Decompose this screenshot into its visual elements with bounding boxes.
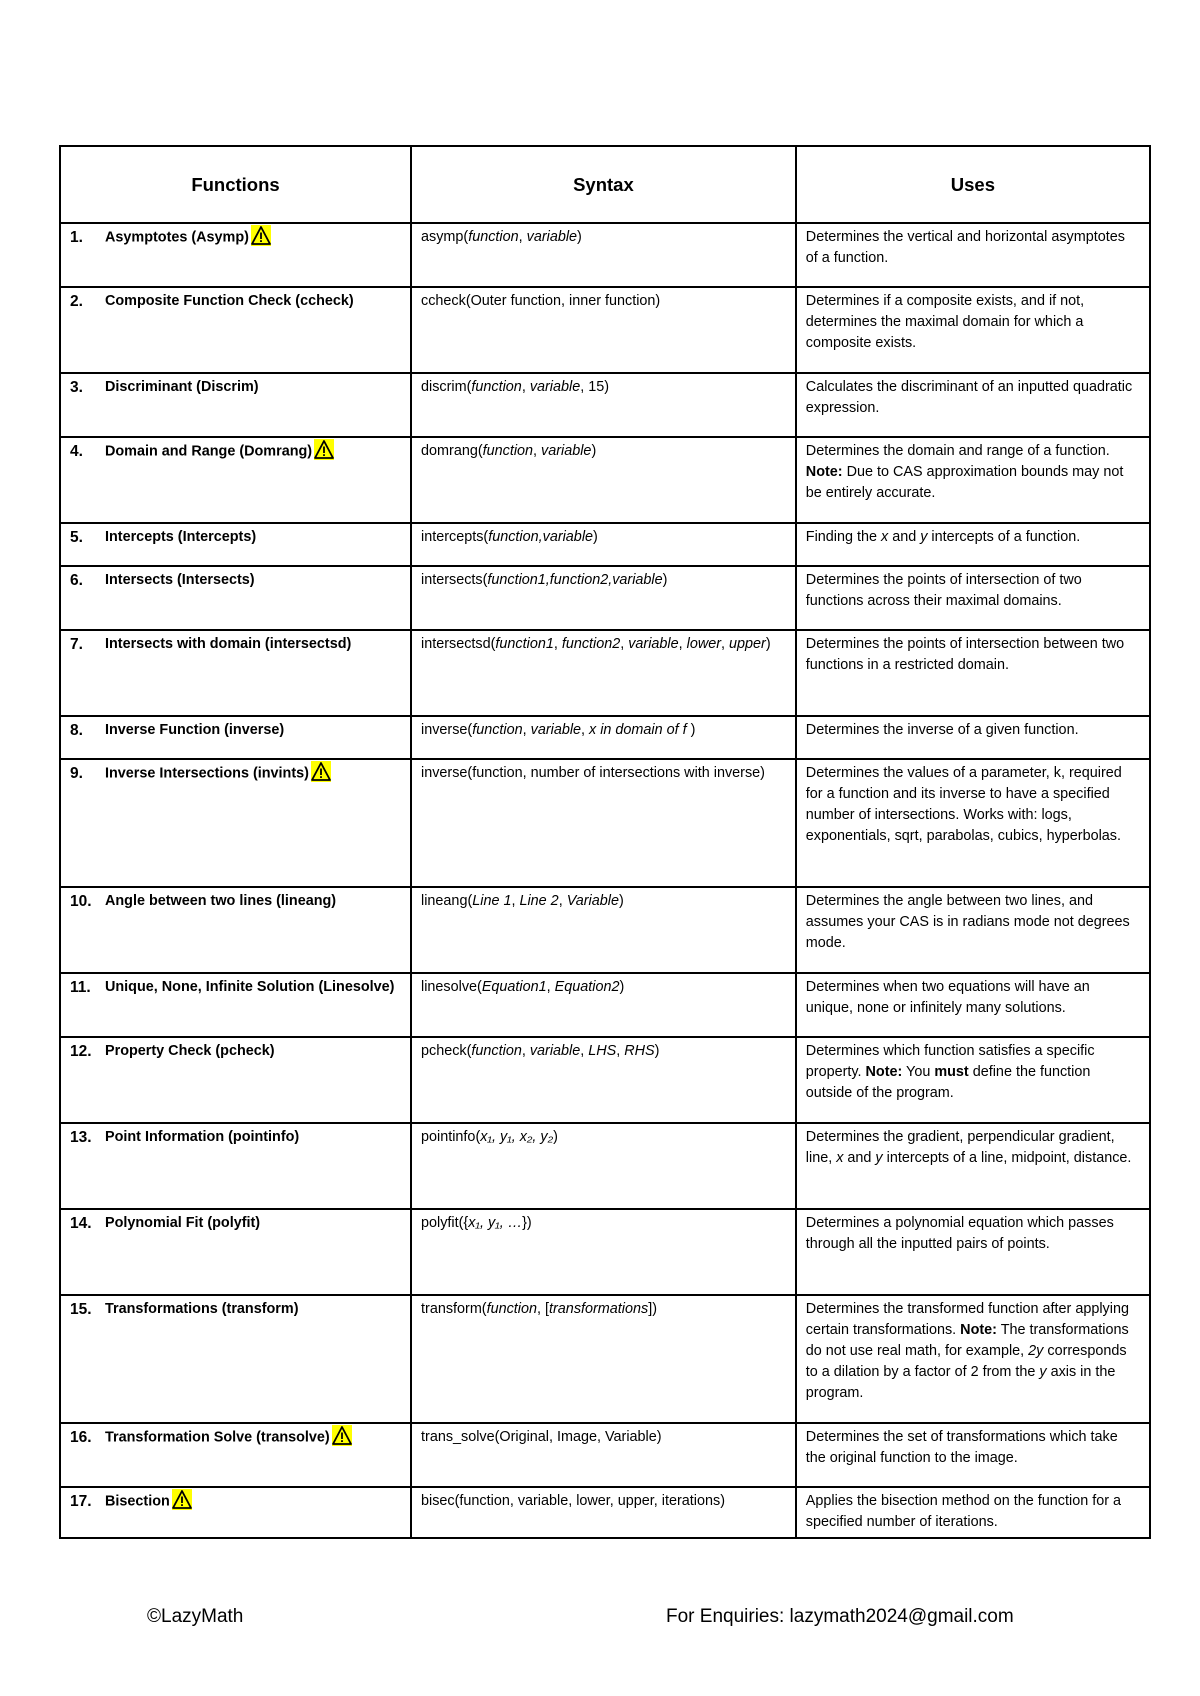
syntax-cell <box>411 1423 796 1487</box>
uses-cell <box>796 287 1150 373</box>
row-number: 1. <box>70 229 83 246</box>
syntax-text: Line 2 <box>519 893 559 909</box>
function-name <box>105 1491 401 1512</box>
syntax-text: ccheck(Outer function, inner function) <box>421 293 661 309</box>
function-cell <box>60 373 411 437</box>
uses-text: y <box>1039 1364 1047 1380</box>
syntax-text: variable <box>530 722 582 738</box>
function-name-text: Bisection <box>105 1493 170 1510</box>
table-row <box>60 1123 1150 1209</box>
syntax-text: ) <box>593 529 598 545</box>
table-row <box>60 287 1150 373</box>
row-number: 11. <box>70 979 91 996</box>
function-cell <box>60 973 411 1037</box>
syntax-text: ) <box>662 572 668 588</box>
row-number: 3. <box>70 379 83 396</box>
header-syntax: Syntax <box>411 146 796 223</box>
function-name <box>105 634 401 655</box>
row-number: 5. <box>70 529 83 546</box>
syntax-cell <box>411 373 796 437</box>
uses-cell <box>796 373 1150 437</box>
uses-text: Determines the domain and range of a function. <box>805 443 1110 459</box>
uses-cell <box>796 887 1150 973</box>
syntax-text: function <box>471 1043 522 1059</box>
syntax-text: ) <box>591 443 597 459</box>
function-name <box>105 570 401 591</box>
uses-text: and <box>843 1150 876 1166</box>
uses-text: Determines when two equations will have an unique, none or infinitely many solutions. <box>805 979 1090 1016</box>
syntax-text: ) <box>577 229 582 245</box>
syntax-text: ) <box>619 979 625 995</box>
uses-text: must <box>934 1064 969 1080</box>
function-cell <box>60 1487 411 1538</box>
function-name <box>105 1041 401 1062</box>
syntax-text: , <box>521 1043 530 1059</box>
function-name <box>105 291 401 312</box>
syntax-text: inverse( <box>421 722 473 738</box>
syntax-text: asymp( <box>421 229 469 245</box>
syntax-text: pcheck( <box>421 1043 472 1059</box>
syntax-text: ) <box>553 1129 558 1145</box>
row-number: 4. <box>70 443 83 460</box>
uses-text: Note: <box>960 1322 997 1338</box>
syntax-text: , <box>522 722 531 738</box>
function-name-text: Transformation Solve (transolve) <box>105 1429 330 1446</box>
uses-text: Due to CAS approximation bounds may not be entirely accurate. <box>805 464 1124 501</box>
uses-text: Determines the points of intersection between two functions in a restricted domain. <box>805 636 1125 673</box>
function-name-text: Inverse Function (inverse) <box>105 722 285 738</box>
uses-text: Applies the bisection method on the function for a specified number of iterations. <box>805 1493 1121 1530</box>
syntax-text: Equation2 <box>554 979 620 995</box>
syntax-text: , <box>533 443 542 459</box>
header-functions: Functions <box>60 146 411 223</box>
syntax-text: , <box>678 636 687 652</box>
uses-cell <box>796 630 1150 716</box>
syntax-text: function1,function2,variable <box>487 572 663 588</box>
syntax-text: , <box>518 229 527 245</box>
uses-text: Determines the vertical and horizontal asymptotes of a function. <box>805 229 1125 266</box>
uses-cell <box>796 1487 1150 1538</box>
table-header-row <box>60 146 1150 223</box>
uses-cell <box>796 437 1150 523</box>
uses-text: Note: <box>805 464 843 480</box>
row-number: 2. <box>70 293 83 310</box>
syntax-cell <box>411 630 796 716</box>
uses-cell <box>796 1123 1150 1209</box>
uses-text: Determines the gradient, perpendicular gradient, line, <box>805 1129 1115 1166</box>
syntax-text: , <box>553 636 562 652</box>
syntax-text: x₁, y₁, x₂, y₂ <box>480 1129 554 1145</box>
syntax-text: bisec(function, variable, lower, upper, iterations) <box>421 1493 725 1509</box>
footer-enquiries: For Enquiries: lazymath2024@gmail.com <box>666 1606 1014 1627</box>
uses-text: 2y <box>1028 1343 1044 1359</box>
syntax-cell <box>411 716 796 759</box>
row-number: 9. <box>70 765 83 782</box>
function-name <box>105 763 401 784</box>
syntax-text: upper <box>729 636 766 652</box>
syntax-text: , <box>546 979 555 995</box>
syntax-text: intersects( <box>421 572 488 588</box>
syntax-text: function <box>471 379 522 395</box>
uses-text: Calculates the discriminant of an inputted quadratic expression. <box>805 379 1133 416</box>
uses-text: Determines the values of a parameter, k, required for a function and its inverse to have a specified number of intersections. Works with: logs, exponentials, sqrt, parabolas, cubics, hyperbolas. <box>805 765 1122 844</box>
row-number: 6. <box>70 572 83 589</box>
function-name-text: Asymptotes (Asymp) <box>105 229 249 246</box>
uses-cell <box>796 566 1150 630</box>
header-uses: Uses <box>796 146 1150 223</box>
syntax-text: , <box>616 1043 625 1059</box>
function-name <box>105 977 401 998</box>
function-cell <box>60 1295 411 1423</box>
syntax-text: discrim( <box>421 379 472 395</box>
function-cell <box>60 759 411 887</box>
function-name-text: Point Information (pointinfo) <box>105 1129 300 1145</box>
uses-text: The transformations do not use real math, for example, <box>805 1322 1129 1359</box>
function-cell <box>60 523 411 566</box>
syntax-text: intersectsd( <box>421 636 496 652</box>
syntax-text: x in domain of f <box>589 722 687 738</box>
table-row <box>60 1295 1150 1423</box>
syntax-cell <box>411 1037 796 1123</box>
syntax-text: , <box>620 636 629 652</box>
table-row <box>60 437 1150 523</box>
uses-text: y <box>920 529 928 545</box>
row-number: 16. <box>70 1429 92 1446</box>
function-cell <box>60 1209 411 1295</box>
function-cell <box>60 887 411 973</box>
syntax-text: intercepts( <box>421 529 489 545</box>
uses-text: Determines which function satisfies a specific property. <box>805 1043 1095 1080</box>
syntax-text: , <box>521 379 530 395</box>
syntax-text: variable <box>529 379 581 395</box>
syntax-cell <box>411 887 796 973</box>
warning-triangle-icon <box>172 1489 192 1510</box>
function-cell <box>60 716 411 759</box>
table-row <box>60 759 1150 887</box>
syntax-text: , 15) <box>580 379 610 395</box>
uses-cell <box>796 759 1150 887</box>
syntax-text: variable <box>628 636 679 652</box>
syntax-text: polyfit({ <box>421 1215 469 1231</box>
row-number: 8. <box>70 722 83 739</box>
uses-cell <box>796 523 1150 566</box>
syntax-text: trans_solve(Original, Image, Variable) <box>421 1429 662 1445</box>
syntax-text: transformations <box>549 1301 649 1317</box>
function-cell <box>60 566 411 630</box>
uses-cell <box>796 1209 1150 1295</box>
uses-cell <box>796 1423 1150 1487</box>
warning-triangle-icon <box>314 439 334 460</box>
table-row <box>60 716 1150 759</box>
function-cell <box>60 223 411 287</box>
table-row <box>60 1487 1150 1538</box>
function-name <box>105 1127 401 1148</box>
function-name-text: Composite Function Check (ccheck) <box>105 293 354 309</box>
table-row <box>60 523 1150 566</box>
syntax-text: ) <box>618 893 624 909</box>
function-name <box>105 891 401 912</box>
syntax-text: lineang( <box>421 893 473 909</box>
warning-triangle-icon <box>251 225 271 246</box>
function-cell <box>60 437 411 523</box>
syntax-cell <box>411 223 796 287</box>
syntax-text: Line 1 <box>472 893 512 909</box>
function-name-text: Inverse Intersections (invints) <box>105 765 309 782</box>
syntax-text: function <box>486 1301 538 1317</box>
uses-cell <box>796 1037 1150 1123</box>
functions-table <box>59 145 1151 1539</box>
function-name <box>105 227 401 248</box>
function-cell <box>60 630 411 716</box>
uses-text: Determines the inverse of a given function. <box>805 722 1079 738</box>
table-row <box>60 373 1150 437</box>
function-name <box>105 377 401 398</box>
function-name-text: Unique, None, Infinite Solution (Linesolve) <box>105 979 395 995</box>
function-name <box>105 720 401 741</box>
function-name-text: Transformations (transform) <box>105 1301 299 1317</box>
syntax-text: , <box>581 722 590 738</box>
row-number: 15. <box>70 1301 92 1318</box>
function-name-text: Property Check (pcheck) <box>105 1043 275 1059</box>
syntax-text: ]) <box>648 1301 657 1317</box>
uses-cell <box>796 973 1150 1037</box>
syntax-cell <box>411 1295 796 1423</box>
table-row <box>60 1037 1150 1123</box>
function-name-text: Polynomial Fit (polyfit) <box>105 1215 261 1231</box>
syntax-text: ) <box>765 636 771 652</box>
syntax-cell <box>411 973 796 1037</box>
row-number: 12. <box>70 1043 92 1060</box>
uses-cell <box>796 1295 1150 1423</box>
table-row <box>60 973 1150 1037</box>
syntax-text: RHS <box>624 1043 655 1059</box>
uses-text: Determines if a composite exists, and if not, determines the maximal domain for which a composite exists. <box>805 293 1085 351</box>
row-number: 14. <box>70 1215 92 1232</box>
syntax-text: domrang( <box>421 443 483 459</box>
uses-cell <box>796 223 1150 287</box>
warning-triangle-icon <box>332 1425 352 1446</box>
syntax-text: lower <box>686 636 722 652</box>
syntax-text: pointinfo( <box>421 1129 481 1145</box>
syntax-text: transform( <box>421 1301 487 1317</box>
syntax-text: ) <box>686 722 696 738</box>
uses-text: Determines the angle between two lines, and assumes your CAS is in radians mode not degrees mode. <box>805 893 1130 951</box>
uses-text: y <box>875 1150 883 1166</box>
row-number: 17. <box>70 1493 92 1510</box>
syntax-text: ) <box>654 1043 660 1059</box>
table-row <box>60 1423 1150 1487</box>
uses-text: x <box>836 1150 844 1166</box>
syntax-text: function <box>472 722 523 738</box>
uses-text: Note: <box>865 1064 903 1080</box>
syntax-text: variable <box>526 229 578 245</box>
syntax-text: function1 <box>495 636 554 652</box>
syntax-text: variable <box>541 443 592 459</box>
function-name-text: Angle between two lines (lineang) <box>105 893 337 909</box>
function-name <box>105 1299 401 1320</box>
syntax-text: function2 <box>561 636 621 652</box>
syntax-text: }) <box>522 1215 532 1231</box>
function-name <box>105 441 401 462</box>
warning-triangle-icon <box>311 761 331 782</box>
uses-text: Finding the <box>805 529 881 545</box>
syntax-text: function <box>468 229 519 245</box>
syntax-cell <box>411 759 796 887</box>
uses-cell <box>796 716 1150 759</box>
function-cell <box>60 1037 411 1123</box>
syntax-text: inverse(function, number of intersections with inverse) <box>421 765 765 781</box>
syntax-text: , [ <box>537 1301 550 1317</box>
syntax-text: Variable <box>566 893 619 909</box>
row-number: 7. <box>70 636 83 653</box>
syntax-text: Equation1 <box>481 979 547 995</box>
function-name-text: Intercepts (Intercepts) <box>105 529 257 545</box>
syntax-cell <box>411 523 796 566</box>
syntax-text: , <box>721 636 730 652</box>
uses-text: intercepts of a line, midpoint, distance. <box>882 1150 1132 1166</box>
uses-text: Determines the points of intersection of two functions across their maximal domains. <box>805 572 1082 609</box>
table-row <box>60 630 1150 716</box>
function-name-text: Discriminant (Discrim) <box>105 379 259 395</box>
syntax-cell <box>411 437 796 523</box>
function-name <box>105 1427 401 1448</box>
row-number: 13. <box>70 1129 92 1146</box>
syntax-text: function,variable <box>488 529 594 545</box>
function-cell <box>60 287 411 373</box>
syntax-text: , <box>580 1043 589 1059</box>
table-row <box>60 223 1150 287</box>
syntax-text: LHS <box>588 1043 617 1059</box>
syntax-text: variable <box>529 1043 581 1059</box>
syntax-text: x₁, y₁, … <box>468 1215 523 1231</box>
function-name <box>105 1213 401 1234</box>
syntax-cell <box>411 1123 796 1209</box>
syntax-cell <box>411 566 796 630</box>
syntax-cell <box>411 287 796 373</box>
table-row <box>60 887 1150 973</box>
function-name-text: Intersects with domain (intersectsd) <box>105 636 352 652</box>
row-number: 10. <box>70 893 92 910</box>
function-name-text: Domain and Range (Domrang) <box>105 443 313 460</box>
function-name-text: Intersects (Intersects) <box>105 572 255 588</box>
uses-text: define the function outside of the program. <box>805 1064 1091 1101</box>
uses-text: axis in the program. <box>805 1364 1116 1401</box>
table-row <box>60 566 1150 630</box>
uses-text: x <box>881 529 889 545</box>
syntax-text: linesolve( <box>421 979 482 995</box>
function-name <box>105 527 401 548</box>
table-row <box>60 1209 1150 1295</box>
uses-text: Determines the set of transformations which take the original function to the image. <box>805 1429 1118 1466</box>
uses-text: intercepts of a function. <box>927 529 1081 545</box>
uses-text: and <box>888 529 921 545</box>
function-cell <box>60 1123 411 1209</box>
syntax-cell <box>411 1209 796 1295</box>
syntax-text: , <box>511 893 520 909</box>
syntax-text: , <box>558 893 567 909</box>
uses-text: You <box>902 1064 935 1080</box>
uses-text: corresponds to a dilation by a factor of 2 from the <box>805 1343 1127 1380</box>
syntax-text: function <box>482 443 534 459</box>
uses-text: Determines a polynomial equation which passes through all the inputted pairs of points. <box>805 1215 1114 1252</box>
syntax-cell <box>411 1487 796 1538</box>
uses-text: Determines the transformed function after applying certain transformations. <box>805 1301 1129 1338</box>
footer-copyright: ©LazyMath <box>147 1606 244 1627</box>
function-cell <box>60 1423 411 1487</box>
